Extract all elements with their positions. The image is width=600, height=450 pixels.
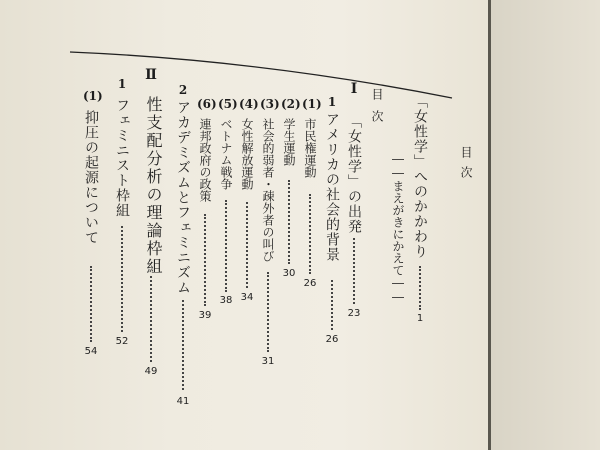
toc-entry-title: ――まえがきにかえて―― [391, 152, 405, 304]
toc-entry-title: ベトナム戦争 [219, 118, 233, 190]
section-mark: (6) [197, 97, 217, 111]
leader-dots [419, 266, 421, 310]
toc-entry-title: アメリカの社会的背景 [324, 112, 340, 262]
page-number: 34 [240, 292, 254, 303]
page-number: 26 [303, 278, 317, 289]
page-number: 39 [198, 310, 212, 321]
leader-dots [90, 266, 92, 342]
toc-entry-title: 性支配分析の理論枠組 [144, 96, 163, 276]
part-mark: Ⅰ [350, 81, 358, 97]
page-number: 41 [176, 396, 190, 407]
leader-dots [353, 238, 355, 304]
chapter-mark: 1 [327, 95, 337, 109]
chapter-mark: 2 [178, 83, 188, 97]
page-number: 30 [282, 268, 296, 279]
page-number: 52 [115, 336, 129, 347]
adjacent-page [491, 0, 600, 450]
toc-section-heading-text: 目次 [370, 88, 384, 132]
page-number: 1 [416, 313, 424, 324]
section-mark: (1) [83, 89, 103, 103]
section-mark: (5) [218, 97, 238, 111]
page-number: 23 [347, 308, 361, 319]
page-number: 38 [219, 295, 233, 306]
leader-dots [246, 202, 248, 288]
toc-entry-title: アカデミズムとフェミニズム [175, 100, 191, 295]
section-mark: (2) [281, 97, 301, 111]
toc-heading-text: 目次 [459, 146, 473, 186]
toc-entry-title: フェミニスト枠組 [114, 98, 130, 218]
page-number: 54 [84, 346, 98, 357]
section-mark: (1) [302, 97, 322, 111]
page-number: 31 [261, 356, 275, 367]
leader-dots [288, 180, 290, 264]
chapter-mark: 1 [117, 77, 127, 91]
section-mark: (3) [260, 97, 280, 111]
leader-dots [204, 214, 206, 306]
toc-entry-title: 市民権運動 [303, 118, 317, 178]
page-number: 26 [325, 334, 339, 345]
toc-entry-title: 「女性学」へのかかわり [412, 94, 428, 259]
page-number: 49 [144, 366, 158, 377]
leader-dots [267, 272, 269, 352]
leader-dots [225, 200, 227, 292]
leader-dots [331, 280, 333, 330]
toc-entry-title: 「女性学」の出発 [346, 114, 362, 234]
toc-entry-title: 抑圧の起源について [83, 110, 99, 245]
leader-dots [150, 276, 152, 362]
leader-dots [121, 226, 123, 332]
section-mark: (4) [239, 97, 259, 111]
toc-entry-title: 連邦政府の政策 [198, 118, 212, 202]
toc-entry-title: 社会的弱者・疎外者の叫び [261, 118, 275, 262]
leader-dots [309, 194, 311, 274]
toc-entry-title: 学生運動 [282, 118, 296, 166]
toc-entry-title: 女性解放運動 [240, 118, 254, 190]
part-mark: Ⅱ [145, 67, 157, 83]
leader-dots [182, 300, 184, 390]
